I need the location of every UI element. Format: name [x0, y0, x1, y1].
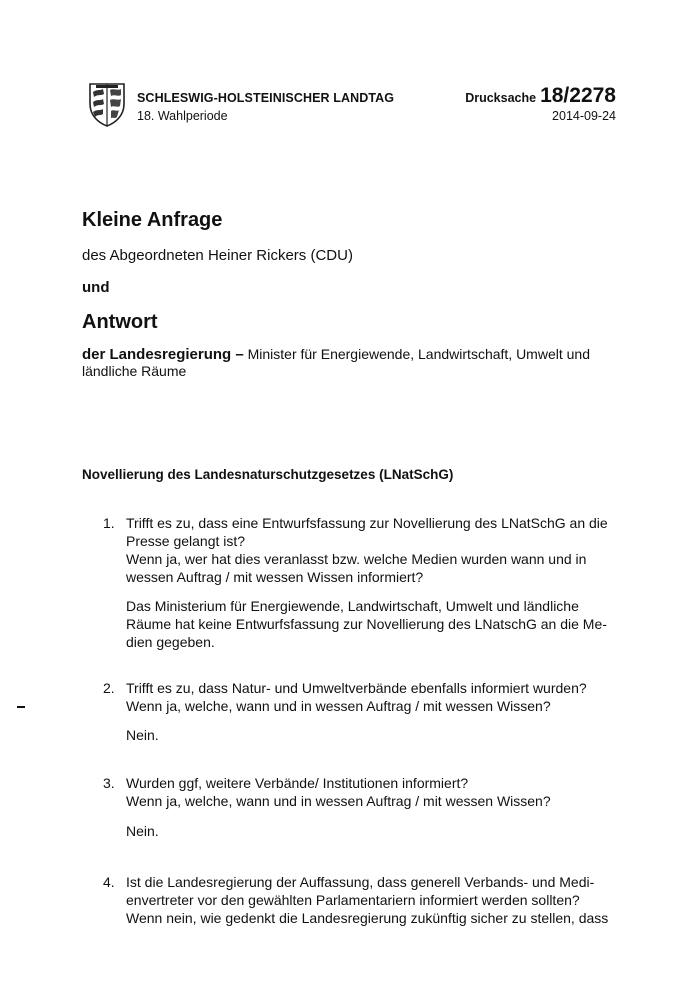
- respondent-line: [82, 346, 622, 380]
- question-line: Ist die Landesregierung der Auffassung, dass generell Verbands- und Medi-: [126, 874, 595, 890]
- question-text: [126, 873, 618, 927]
- und-line: und: [82, 279, 110, 296]
- question-line: Wenn ja, welche, wann und in wessen Auftrag / mit wessen Wissen?: [126, 793, 551, 809]
- drucksache-number: 18/2278: [540, 84, 616, 107]
- question-line: envertreter vor den gewählten Parlamentariern informiert werden sollten?: [126, 892, 580, 908]
- drucksache-label: Drucksache: [465, 91, 537, 105]
- subject-heading: Novellierung des Landesnaturschutzgesetzes (LNatSchG): [82, 467, 454, 482]
- parliament-name: SCHLESWIG-HOLSTEINISCHER LANDTAG: [137, 91, 395, 105]
- question-text: [126, 679, 618, 715]
- margin-mark: [17, 706, 25, 708]
- question-line: Wenn nein, wie gedenkt die Landesregierung zukünftig sicher zu stellen, dass: [126, 910, 609, 926]
- question-number: 2.: [103, 680, 115, 696]
- question-line: wessen Auftrag / mit wessen Wissen informiert?: [126, 569, 424, 585]
- respondent-ministry: Minister für Energiewende, Landwirtschaft, Umwelt und ländliche Räume: [82, 346, 590, 379]
- question-line: Trifft es zu, dass Natur- und Umweltverbände ebenfalls informiert wurden?: [126, 680, 587, 696]
- question-number: 1.: [103, 515, 115, 531]
- electoral-period: 18. Wahlperiode: [137, 109, 228, 123]
- respondent-bold: der Landesregierung –: [82, 346, 244, 363]
- coat-of-arms-icon: [88, 82, 126, 128]
- author-line: des Abgeordneten Heiner Rickers (CDU): [82, 247, 353, 264]
- antwort-heading: Antwort: [82, 311, 158, 333]
- question-text: [126, 774, 618, 810]
- question-line: Wenn ja, wer hat dies veranlasst bzw. welche Medien wurden wann und in: [126, 551, 587, 567]
- question-line: Wurden ggf, weitere Verbände/ Institutionen informiert?: [126, 775, 469, 791]
- answer-line: dien gegeben.: [126, 634, 215, 650]
- kleine-anfrage-heading: Kleine Anfrage: [82, 209, 223, 231]
- answer-text: [126, 822, 618, 840]
- answer-line: Nein.: [126, 727, 159, 743]
- answer-text: [126, 726, 618, 744]
- question-line: Wenn ja, welche, wann und in wessen Auftrag / mit wessen Wissen?: [126, 698, 551, 714]
- document-date: 2014-09-24: [552, 109, 616, 123]
- drucksache: [465, 84, 616, 108]
- question-number: 3.: [103, 775, 115, 791]
- question-line: Trifft es zu, dass eine Entwurfsfassung zur Novellierung des LNatSchG an die: [126, 515, 608, 531]
- answer-text: [126, 597, 618, 651]
- answer-line: Nein.: [126, 823, 159, 839]
- question-line: Presse gelangt ist?: [126, 533, 246, 549]
- answer-line: Das Ministerium für Energiewende, Landwirtschaft, Umwelt und ländliche: [126, 598, 579, 614]
- question-text: [126, 514, 618, 586]
- question-number: 4.: [103, 874, 115, 890]
- answer-line: Räume hat keine Entwurfsfassung zur Novellierung des LNatschG an die Me-: [126, 616, 607, 632]
